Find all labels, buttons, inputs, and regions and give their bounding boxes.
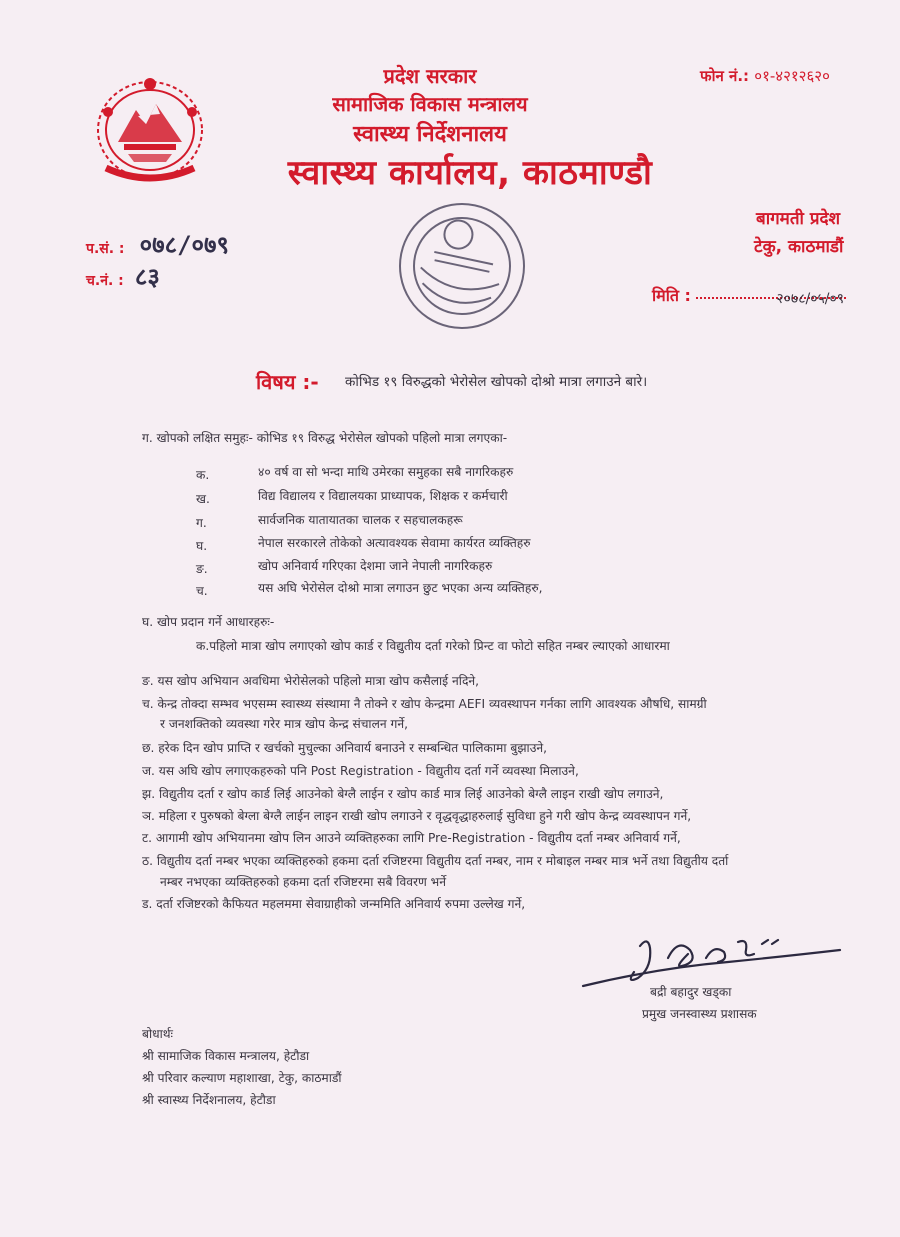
basis-intro: घ. खोप प्रदान गर्ने आधारहरुः- [142, 615, 275, 629]
cn-row [86, 260, 160, 293]
date-dotted-line [696, 291, 846, 307]
target-item-text: नेपाल सरकारले तोकेको अत्यावश्यक सेवामा कार्यरत व्यक्तिहरु [258, 536, 531, 550]
instruction-line: ट. आगामी खोप अभियानमा खोप लिन आउने व्यक्तिहरुका लागि Pre-Registration - विद्युतीय दर्ता नम्बर अनिवार्य गर्ने, [142, 831, 681, 845]
instruction-line: झ. विद्युतीय दर्ता र खोप कार्ड लिई आउनेको बेग्लै लाईन र खोप कार्ड मात्र लिई आउनेको बेग्लै लाइन राखी खोप लगाउने, [142, 787, 664, 801]
signatory-name: बद्री बहादुर खड्का [650, 985, 732, 999]
instruction-line: ड. दर्ता रजिष्टरको कैफियत महलममा सेवाग्राहीको जन्ममिति अनिवार्य रुपमा उल्लेख गर्ने, [142, 897, 526, 911]
phone-label: फोन नं.: [700, 67, 750, 85]
target-item-letter: क. [196, 468, 210, 482]
ps-label: प.सं. : [86, 241, 125, 257]
date-label: मिति : [652, 286, 691, 305]
instruction-line: ठ. विद्युतीय दर्ता नम्बर भएका व्यक्तिहरुको हकमा दर्ता रजिष्टरमा विद्युतीय दर्ता नम्बर, नाम र मोबाइल नम्बर मात्र भर्ने तथा विद्युतीय दर्ता [142, 854, 729, 868]
phone-number: ०१-४२१२६२० [754, 67, 830, 85]
header-province-government: प्रदेश सरकार [383, 64, 477, 88]
phone-info [700, 66, 830, 86]
target-item-text: विद्य विद्यालय र विद्यालयका प्राध्यापक, शिक्षक र कर्मचारी [258, 489, 508, 503]
place-name: टेकु, काठमाडौं [754, 237, 844, 257]
instruction-line: र जनशक्तिको व्यवस्था गरेर मात्र खोप केन्द्र संचालन गर्ने, [160, 717, 408, 731]
header-directorate: स्वास्थ्य निर्देशनालय [353, 122, 507, 147]
ps-value: ०७८/०७९ [139, 231, 229, 259]
target-item-text: ४० वर्ष वा सो भन्दा माथि उमेरका समुहका सबै नागरिकहरु [258, 465, 514, 479]
target-item-text: यस अघि भेरोसेल दोश्रो मात्रा लगाउन छुट भएका अन्य व्यक्तिहरु, [258, 581, 543, 595]
basis-item: क.पहिलो मात्रा खोप लगाएको खोप कार्ड र विद्युतीय दर्ता गरेको प्रिन्ट वा फोटो सहित नम्बर ल्याएको आधारमा [196, 639, 670, 653]
target-group-intro: ग. खोपको लक्षित समुहः- कोभिड १९ विरुद्ध भेरोसेल खोपको पहिलो मात्रा लगएका- [142, 431, 508, 445]
target-item-letter: घ. [196, 539, 208, 553]
target-item-text: सार्वजनिक यातायातका चालक र सहचालकहरू [258, 513, 463, 527]
subject-text: कोभिड १९ विरुद्धको भेरोसेल खोपको दोश्रो मात्रा लगाउने बारे। [345, 374, 648, 390]
cc-recipient: श्री परिवार कल्याण महाशाखा, टेकु, काठमाडौं [142, 1071, 342, 1085]
province-name: बागमती प्रदेश [756, 209, 841, 229]
target-item-text: खोप अनिवार्य गरिएका देशमा जाने नेपाली नागरिकहरु [258, 559, 493, 573]
target-item-letter: ख. [196, 492, 210, 506]
date-row [652, 284, 846, 306]
target-item-letter: ङ. [196, 562, 208, 576]
cc-label: बोधार्थः [142, 1027, 174, 1041]
office-seal-icon [392, 196, 532, 336]
instruction-line: च. केन्द्र तोक्दा सम्भव भएसम्म स्वास्थ्य संस्थामा नै तोक्ने र खोप केन्द्रमा AEFI व्यवस्थापन गर्नका लागि आवश्यक औषधि, सामग्री [142, 697, 707, 711]
instruction-line: नम्बर नभएका व्यक्तिहरुको हकमा दर्ता रजिष्टरमा सबै विवरण भर्ने [160, 875, 447, 889]
ps-row [86, 228, 229, 261]
cc-recipient: श्री सामाजिक विकास मन्त्रालय, हेटौडा [142, 1049, 310, 1063]
target-item-letter: च. [196, 584, 208, 598]
cn-label: च.नं. : [86, 273, 124, 289]
cn-value: ८३ [134, 263, 160, 291]
subject-label: विषय :- [256, 370, 319, 394]
header-office-name: स्वास्थ्य कार्यालय, काठमाण्डौ [287, 153, 653, 193]
instruction-line: छ. हरेक दिन खोप प्राप्ति र खर्चको मुचुल्का अनिवार्य बनाउने र सम्बन्धित पालिकामा बुझाउने, [142, 741, 548, 755]
instruction-line: ज. यस अघि खोप लगाएकहरुको पनि Post Registration - विद्युतीय दर्ता गर्ने व्यवस्था मिलाउने, [142, 764, 579, 778]
date-value: २०७८/०५/०९ [776, 291, 845, 307]
instruction-line: ङ. यस खोप अभियान अवधिमा भेरोसेलको पहिलो मात्रा खोप कसैलाई नदिने, [142, 674, 480, 688]
target-item-letter: ग. [196, 516, 207, 530]
header-ministry: सामाजिक विकास मन्त्रालय [332, 92, 528, 116]
signatory-title: प्रमुख जनस्वास्थ्य प्रशासक [642, 1007, 757, 1021]
cc-recipient: श्री स्वास्थ्य निर्देशनालय, हेटौडा [142, 1093, 276, 1107]
instruction-line: ञ. महिला र पुरुषको बेग्ला बेग्लै लाईन लाइन राखी खोप लगाउने र वृद्धवृद्धाहरुलाई सुविधा हुने गरी खोप केन्द्र व्यवस्थापन गर्ने, [142, 809, 692, 823]
